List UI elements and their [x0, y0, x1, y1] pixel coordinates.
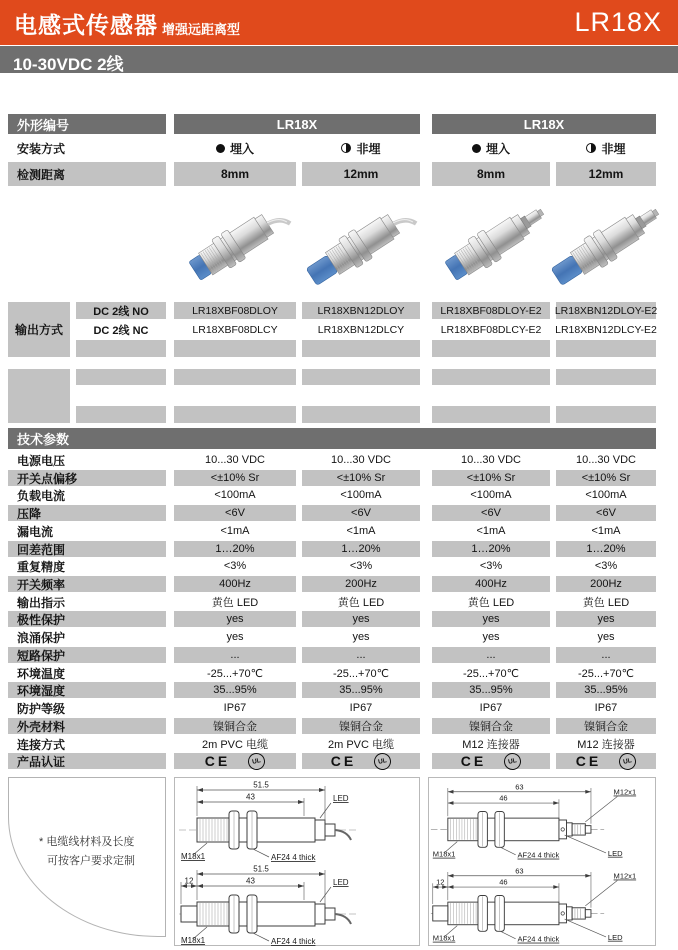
svg-text:63: 63 — [515, 866, 524, 876]
tech-row — [8, 523, 656, 539]
ul-mark-icon: UL — [618, 751, 638, 771]
tech-param-label: 浪涌保护 — [17, 630, 66, 645]
tech-param-value: <6V — [556, 505, 656, 521]
tech-param-value: 35...95% — [432, 682, 550, 698]
mounting-row — [8, 136, 656, 160]
tech-param-value: yes — [226, 631, 244, 643]
svg-text:M12x1: M12x1 — [613, 787, 637, 797]
tech-param-label: 负载电流 — [17, 488, 66, 503]
cable-note-box — [8, 777, 166, 937]
tech-param-label: 环境湿度 — [8, 682, 166, 698]
tech-param-value: 1…20% — [432, 541, 550, 557]
tech-param-label: 重复精度 — [17, 559, 66, 574]
tech-row — [8, 682, 656, 698]
dimension-panel-cable — [174, 777, 420, 946]
output-row — [8, 340, 656, 357]
tech-param-value: 35...95% — [174, 682, 296, 698]
tech-param-value: 10...30 VDC — [461, 454, 521, 466]
output-mode-label: 输出方式 — [8, 302, 70, 357]
tech-row — [8, 718, 656, 734]
svg-text:46: 46 — [499, 793, 508, 803]
tech-param-value: M12 连接器 — [462, 739, 520, 751]
tech-param-value: 镍铜合金 — [302, 718, 420, 734]
certification-cell — [174, 753, 296, 769]
svg-text:43: 43 — [246, 876, 255, 886]
mounting-value — [302, 136, 420, 160]
product-photo-nonflush-connector — [541, 192, 671, 298]
ul-mark-icon: UL — [373, 751, 393, 771]
tech-row — [8, 487, 656, 503]
model-number: LR18XBF08DLCY-E2 — [440, 323, 542, 336]
spare-cell — [76, 406, 166, 423]
tech-param-value: <±10% Sr — [556, 470, 656, 486]
tech-param-value: 黄色 LED — [211, 597, 259, 609]
tech-param-value: 200Hz — [556, 576, 656, 592]
svg-text:M18x1: M18x1 — [181, 936, 206, 945]
dimension-drawing-connector-nonflush — [429, 862, 655, 946]
model-number: LR18XBN12DLOY — [302, 302, 420, 319]
tech-row — [8, 629, 656, 645]
tech-param-value: yes — [556, 611, 656, 627]
svg-text:AF24 4 thick: AF24 4 thick — [271, 853, 316, 862]
non-flush-icon — [586, 143, 596, 153]
certification-cell — [302, 753, 420, 769]
tech-row — [8, 753, 656, 769]
tech-row — [8, 558, 656, 574]
dimension-panel-connector — [428, 777, 656, 946]
svg-text:AF24 4 thick: AF24 4 thick — [271, 937, 316, 946]
tech-param-value: <1mA — [591, 525, 621, 537]
tech-param-value: IP67 — [479, 702, 503, 714]
tech-row — [8, 647, 656, 663]
svg-text:46: 46 — [499, 877, 508, 887]
tech-param-value: 400Hz — [432, 576, 550, 592]
spare-cell — [556, 406, 656, 423]
tech-row — [8, 505, 656, 521]
ul-mark-icon: UL — [503, 751, 523, 771]
svg-text:LED: LED — [333, 794, 349, 803]
model-number — [432, 340, 550, 357]
product-photo-nonflush-cable — [296, 192, 426, 298]
tech-param-label: 电源电压 — [17, 453, 66, 468]
voltage-bar — [0, 46, 678, 73]
svg-text:LED: LED — [607, 848, 623, 858]
tech-param-label: 输出指示 — [17, 595, 66, 610]
output-row — [8, 302, 656, 319]
tech-param-value: 10...30 VDC — [205, 454, 265, 466]
tech-row — [8, 452, 656, 468]
model-number: LR18XBN12DLCY — [317, 323, 405, 336]
tech-row — [8, 611, 656, 627]
product-photo-flush-cable — [170, 192, 300, 298]
mounting-value — [432, 136, 550, 160]
tech-param-label: 连接方式 — [17, 737, 66, 752]
tech-param-value: yes — [482, 631, 500, 643]
tech-param-value: 黄色 LED — [582, 597, 630, 609]
tech-param-value: -25...+70℃ — [577, 667, 635, 680]
tech-param-value: 1…20% — [174, 541, 296, 557]
spare-row — [8, 406, 656, 423]
mounting-label: 安装方式 — [17, 141, 66, 156]
tech-param-value: yes — [597, 631, 615, 643]
series-header-2: LR18X — [432, 114, 656, 134]
model-number: LR18XBF08DLOY — [174, 302, 296, 319]
distance-value: 8mm — [174, 162, 296, 186]
tech-row — [8, 470, 656, 486]
svg-text:M18x1: M18x1 — [432, 933, 456, 943]
tech-param-label: 开关点偏移 — [8, 470, 166, 486]
tech-param-value: yes — [174, 611, 296, 627]
svg-text:LED: LED — [607, 932, 623, 942]
distance-row — [8, 162, 656, 186]
tech-param-value: <100mA — [585, 489, 627, 501]
tech-param-value: IP67 — [223, 702, 247, 714]
spare-cell — [302, 369, 420, 385]
tech-param-label: 外壳材料 — [8, 718, 166, 734]
distance-label: 检测距离 — [8, 162, 166, 186]
tech-param-value: M12 连接器 — [577, 739, 635, 751]
tech-param-value: 35...95% — [556, 682, 656, 698]
model-code: LR18X — [574, 7, 662, 37]
model-number: LR18XBF08DLCY — [192, 323, 278, 336]
mounting-value — [174, 136, 296, 160]
tech-param-value: <100mA — [340, 489, 382, 501]
tech-param-value: <3% — [223, 560, 247, 572]
tech-params-header: 技术参数 — [8, 428, 656, 449]
tech-param-value: ... — [302, 647, 420, 663]
svg-text:M12x1: M12x1 — [613, 871, 637, 881]
svg-text:LED: LED — [333, 878, 349, 887]
tech-param-value: <1mA — [476, 525, 506, 537]
svg-text:AF24 4 thick: AF24 4 thick — [517, 850, 560, 860]
svg-text:43: 43 — [246, 792, 255, 802]
output-sub-label — [76, 340, 166, 357]
tech-param-value: 2m PVC 电缆 — [327, 739, 394, 751]
tech-param-value: -25...+70℃ — [462, 667, 520, 680]
tech-param-value: <6V — [174, 505, 296, 521]
tech-param-value: <3% — [594, 560, 618, 572]
tech-row — [8, 576, 656, 592]
product-photo-flush-connector — [426, 192, 556, 298]
page-subtitle: 增强远距离型 — [162, 22, 241, 37]
model-number — [174, 340, 296, 357]
distance-value: 12mm — [302, 162, 420, 186]
tech-param-value: -25...+70℃ — [332, 667, 390, 680]
tech-param-value: 400Hz — [174, 576, 296, 592]
tech-param-value: <3% — [479, 560, 503, 572]
tech-param-value: yes — [352, 631, 370, 643]
tech-param-value: 1…20% — [556, 541, 656, 557]
tech-row — [8, 541, 656, 557]
ce-mark-icon: CE — [575, 753, 602, 769]
model-number: LR18XBN12DLOY-E2 — [556, 302, 656, 319]
tech-row — [8, 736, 656, 752]
tech-row — [8, 665, 656, 681]
distance-value: 12mm — [556, 162, 656, 186]
tech-param-value: 35...95% — [302, 682, 420, 698]
ce-mark-icon: CE — [204, 753, 231, 769]
svg-text:M18x1: M18x1 — [432, 849, 456, 859]
spare-cell — [302, 406, 420, 423]
mounting-text: 非埋 — [601, 141, 626, 156]
page-title: 电感式传感器 — [14, 12, 158, 38]
tech-param-label: 产品认证 — [8, 753, 166, 769]
svg-text:M18x1: M18x1 — [181, 852, 206, 861]
svg-text:63: 63 — [515, 782, 524, 792]
tech-param-label: 防护等级 — [17, 701, 66, 716]
non-flush-icon — [341, 143, 351, 153]
tech-param-value: -25...+70℃ — [206, 667, 264, 680]
tech-param-value: <±10% Sr — [174, 470, 296, 486]
spare-cell — [432, 369, 550, 385]
spare-cell — [432, 406, 550, 423]
spare-cell — [556, 369, 656, 385]
model-number — [302, 340, 420, 357]
cable-note-line2: 可按客户要求定制 — [47, 854, 135, 867]
tech-param-label: 压降 — [8, 505, 166, 521]
tech-param-value: <6V — [432, 505, 550, 521]
distance-value: 8mm — [432, 162, 550, 186]
tech-param-value: 1…20% — [302, 541, 420, 557]
tech-param-label: 环境温度 — [17, 666, 66, 681]
tech-param-value: <1mA — [220, 525, 250, 537]
svg-text:12: 12 — [436, 877, 445, 887]
mounting-text: 埋入 — [229, 141, 254, 156]
tech-param-label: 漏电流 — [17, 524, 54, 539]
mounting-value — [556, 136, 656, 160]
tech-param-value: ... — [556, 647, 656, 663]
dimension-drawing-cable-flush — [175, 778, 419, 862]
spare-row — [8, 369, 656, 385]
tech-param-label: 开关频率 — [8, 576, 166, 592]
tech-row — [8, 700, 656, 716]
tech-param-value: 镍铜合金 — [432, 718, 550, 734]
ce-mark-icon: CE — [330, 753, 357, 769]
model-number — [556, 340, 656, 357]
certification-cell — [556, 753, 656, 769]
tech-param-value: yes — [302, 611, 420, 627]
tech-param-value: 10...30 VDC — [576, 454, 636, 466]
model-number: LR18XBF08DLOY-E2 — [432, 302, 550, 319]
output-row — [8, 321, 656, 338]
tech-param-value: 镍铜合金 — [556, 718, 656, 734]
tech-param-value: 黄色 LED — [337, 597, 385, 609]
mounting-text: 非埋 — [356, 141, 381, 156]
svg-text:AF24 4 thick: AF24 4 thick — [517, 934, 560, 944]
tech-param-value: <±10% Sr — [432, 470, 550, 486]
ul-mark-icon: UL — [247, 751, 267, 771]
selector-header-row — [8, 114, 656, 134]
tech-param-label: 极性保护 — [8, 611, 166, 627]
output-sub-label: DC 2线 NC — [93, 324, 149, 337]
tech-param-label: 短路保护 — [8, 647, 166, 663]
tech-param-value: ... — [174, 647, 296, 663]
model-number: LR18XBN12DLCY-E2 — [555, 323, 657, 336]
tech-param-value: IP67 — [594, 702, 618, 714]
svg-text:51.5: 51.5 — [253, 780, 269, 790]
tech-param-value: ... — [432, 647, 550, 663]
tech-param-value: 10...30 VDC — [331, 454, 391, 466]
spare-cell — [76, 369, 166, 385]
page-header — [0, 0, 678, 45]
selector-corner-label: 外形编号 — [8, 114, 166, 134]
tech-param-value: <±10% Sr — [302, 470, 420, 486]
spare-cell — [174, 406, 296, 423]
tech-param-value: IP67 — [349, 702, 373, 714]
series-header-1: LR18X — [174, 114, 420, 134]
dimension-drawing-cable-nonflush — [175, 862, 419, 946]
tech-param-value: <1mA — [346, 525, 376, 537]
tech-param-value: 200Hz — [302, 576, 420, 592]
tech-param-value: yes — [432, 611, 550, 627]
svg-text:12: 12 — [184, 876, 194, 886]
tech-param-value: <100mA — [470, 489, 512, 501]
tech-param-label: 回差范围 — [8, 541, 166, 557]
output-sub-label: DC 2线 NO — [76, 302, 166, 319]
flush-icon — [216, 144, 225, 153]
tech-param-value: <3% — [349, 560, 373, 572]
certification-cell — [432, 753, 550, 769]
tech-param-value: <6V — [302, 505, 420, 521]
svg-text:51.5: 51.5 — [253, 864, 269, 874]
spare-row — [8, 387, 656, 404]
tech-param-value: 黄色 LED — [467, 597, 515, 609]
flush-icon — [472, 144, 481, 153]
dimension-drawing-connector-flush — [429, 778, 655, 862]
voltage-label: 10-30VDC 2线 — [13, 55, 124, 74]
ce-mark-icon: CE — [460, 753, 487, 769]
tech-param-value: 镍铜合金 — [174, 718, 296, 734]
tech-param-value: <100mA — [214, 489, 256, 501]
tech-param-value: 2m PVC 电缆 — [201, 739, 268, 751]
tech-row — [8, 594, 656, 610]
mounting-text: 埋入 — [485, 141, 510, 156]
spare-cell — [174, 369, 296, 385]
cable-note-line1: * 电缆线材料及长度 — [39, 836, 135, 848]
